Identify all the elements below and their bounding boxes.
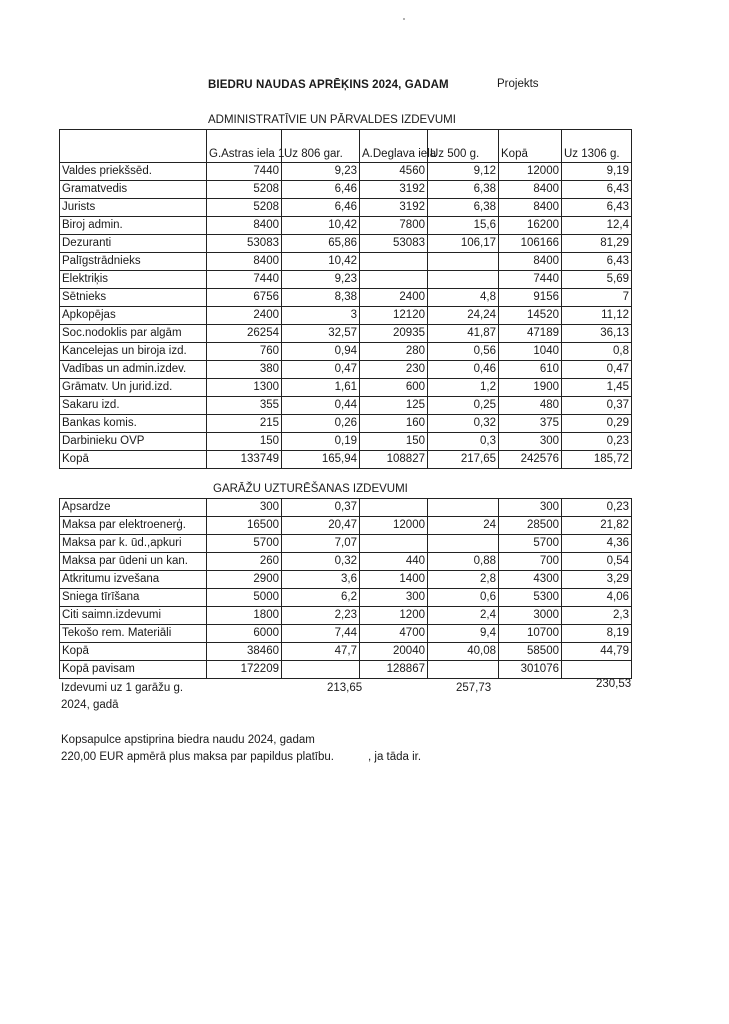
admin-cell: 4,8: [428, 289, 499, 307]
admin-cell: 0,26: [282, 415, 360, 433]
per-garage-value-1: 213,65: [327, 682, 363, 694]
garage-cell: 12000: [360, 517, 428, 535]
admin-row: [60, 307, 632, 325]
garage-section-title: GARĀŽU UZTURĒŠANAS IZDEVUMI: [213, 483, 408, 495]
admin-cell: 0,8: [562, 343, 632, 361]
admin-cell: 108827: [360, 451, 428, 469]
garage-row: [60, 535, 632, 553]
garage-cell: 3000: [499, 607, 562, 625]
column-header: [60, 130, 207, 163]
garage-cell: 4700: [360, 625, 428, 643]
admin-row: [60, 397, 632, 415]
admin-cell: 7440: [207, 163, 282, 181]
garage-cell: 1400: [360, 571, 428, 589]
admin-cell: 8,38: [282, 289, 360, 307]
admin-cell: 65,86: [282, 235, 360, 253]
garage-cell: 128867: [360, 661, 428, 679]
garage-row-label: Citi saimn.izdevumi: [60, 607, 207, 625]
garage-cell: 47,7: [282, 643, 360, 661]
column-header: G.Astras iela 1: [207, 130, 282, 163]
admin-cell: 2400: [207, 307, 282, 325]
admin-cell: 8400: [499, 253, 562, 271]
admin-cell: 0,47: [562, 361, 632, 379]
garage-cell: 7,44: [282, 625, 360, 643]
approval-line2: 220,00 EUR apmērā plus maksa par papildus platību.: [61, 751, 334, 763]
garage-cell: 3,6: [282, 571, 360, 589]
garage-cell: 20,47: [282, 517, 360, 535]
admin-row-label: Biroj admin.: [60, 217, 207, 235]
admin-header-row: [60, 130, 632, 163]
garage-cell: 5700: [207, 535, 282, 553]
page-title: BIEDRU NAUDAS APRĒĶINS 2024, GADAM: [208, 79, 449, 91]
admin-row-label: Sētnieks: [60, 289, 207, 307]
admin-cell: 5,69: [562, 271, 632, 289]
admin-cell: 81,29: [562, 235, 632, 253]
admin-cell: 0,56: [428, 343, 499, 361]
garage-cell: [428, 499, 499, 517]
admin-cell: 1900: [499, 379, 562, 397]
column-header: Kopā: [499, 130, 562, 163]
admin-cell: 12,4: [562, 217, 632, 235]
admin-cell: 9,23: [282, 163, 360, 181]
garage-cell: 4300: [499, 571, 562, 589]
garage-cell: 2,8: [428, 571, 499, 589]
admin-cell: 0,46: [428, 361, 499, 379]
admin-cell: 9,12: [428, 163, 499, 181]
admin-cell: 47189: [499, 325, 562, 343]
garage-row: [60, 571, 632, 589]
admin-cell: 480: [499, 397, 562, 415]
admin-cell: 6,38: [428, 181, 499, 199]
garage-cell: 440: [360, 553, 428, 571]
garage-cell: 9,4: [428, 625, 499, 643]
garage-row-label: Tekošo rem. Materiāli: [60, 625, 207, 643]
admin-cell: 7800: [360, 217, 428, 235]
admin-row: [60, 343, 632, 361]
admin-cell: 6,46: [282, 199, 360, 217]
garage-cell: 44,79: [562, 643, 632, 661]
admin-cell: 3: [282, 307, 360, 325]
garage-cell: [360, 499, 428, 517]
admin-cell: 0,23: [562, 433, 632, 451]
garage-cell: 5000: [207, 589, 282, 607]
admin-row: [60, 199, 632, 217]
admin-cell: 600: [360, 379, 428, 397]
garage-cell: 2,4: [428, 607, 499, 625]
admin-cell: 7440: [499, 271, 562, 289]
admin-row-label: Kancelejas un biroja izd.: [60, 343, 207, 361]
admin-cell: 20935: [360, 325, 428, 343]
admin-cell: 12000: [499, 163, 562, 181]
admin-row-label: Apkopējas: [60, 307, 207, 325]
per-garage-label-line1: Izdevumi uz 1 garāžu g.: [61, 682, 184, 694]
garage-row-label: Maksa par ūdeni un kan.: [60, 553, 207, 571]
garage-row-label: Kopā pavisam: [60, 661, 207, 679]
admin-row-label: Soc.nodoklis par algām: [60, 325, 207, 343]
garage-cell: 0,54: [562, 553, 632, 571]
approval-line1: Kopsapulce apstiprina biedra naudu 2024, gadam: [61, 734, 315, 746]
admin-cell: 150: [360, 433, 428, 451]
admin-cell: 6,43: [562, 181, 632, 199]
admin-cell: 185,72: [562, 451, 632, 469]
per-garage-value-3: 230,53: [596, 678, 632, 690]
garage-row: [60, 625, 632, 643]
admin-row: [60, 415, 632, 433]
garage-cell: 6,2: [282, 589, 360, 607]
admin-cell: 106,17: [428, 235, 499, 253]
garage-cell: 3,29: [562, 571, 632, 589]
admin-cell: 165,94: [282, 451, 360, 469]
admin-cell: 0,29: [562, 415, 632, 433]
admin-cell: 133749: [207, 451, 282, 469]
admin-row-label: Palīgstrādnieks: [60, 253, 207, 271]
garage-row: [60, 643, 632, 661]
garage-cell: 4,06: [562, 589, 632, 607]
admin-cell: 242576: [499, 451, 562, 469]
garage-cell: 700: [499, 553, 562, 571]
admin-cell: 0,32: [428, 415, 499, 433]
admin-cell: 217,65: [428, 451, 499, 469]
garage-cell: 20040: [360, 643, 428, 661]
admin-cell: 10,42: [282, 217, 360, 235]
admin-cell: [360, 271, 428, 289]
column-header: Uz 1306 g.: [562, 130, 632, 163]
admin-cell: 6,38: [428, 199, 499, 217]
admin-cell: 610: [499, 361, 562, 379]
admin-cell: 0,47: [282, 361, 360, 379]
admin-row: [60, 271, 632, 289]
admin-cell: 12120: [360, 307, 428, 325]
scan-speck: [403, 18, 405, 20]
per-garage-value-2: 257,73: [456, 682, 492, 694]
garage-cell: 301076: [499, 661, 562, 679]
admin-cell: 230: [360, 361, 428, 379]
garage-cell: 40,08: [428, 643, 499, 661]
garage-row: [60, 517, 632, 535]
admin-cell: 3192: [360, 181, 428, 199]
admin-row-label: Grāmatv. Un jurid.izd.: [60, 379, 207, 397]
garage-row-label: Apsardze: [60, 499, 207, 517]
admin-row: [60, 163, 632, 181]
admin-cell: 5208: [207, 199, 282, 217]
admin-cell: 300: [499, 433, 562, 451]
per-garage-label-line2: 2024, gadā: [61, 699, 119, 711]
admin-cell: 8400: [499, 199, 562, 217]
garage-cell: 0,23: [562, 499, 632, 517]
column-header: Uz 806 gar.: [282, 130, 360, 163]
column-header: A.Deglava iela: [360, 130, 428, 163]
admin-cell: 32,57: [282, 325, 360, 343]
admin-row-label: Sakaru izd.: [60, 397, 207, 415]
admin-row-label: Dezuranti: [60, 235, 207, 253]
admin-row-label: Elektriķis: [60, 271, 207, 289]
garage-row: [60, 589, 632, 607]
admin-cell: 1300: [207, 379, 282, 397]
admin-cell: 9,23: [282, 271, 360, 289]
admin-cell: 280: [360, 343, 428, 361]
admin-cell: 355: [207, 397, 282, 415]
admin-cell: 14520: [499, 307, 562, 325]
admin-row: [60, 181, 632, 199]
admin-expenses-table: [59, 129, 632, 469]
garage-cell: 24: [428, 517, 499, 535]
admin-cell: 380: [207, 361, 282, 379]
admin-cell: 9156: [499, 289, 562, 307]
admin-cell: 3192: [360, 199, 428, 217]
garage-cell: 300: [499, 499, 562, 517]
column-header: Uz 500 g.: [428, 130, 499, 163]
admin-cell: 8400: [499, 181, 562, 199]
admin-cell: 11,12: [562, 307, 632, 325]
admin-cell: 8400: [207, 217, 282, 235]
admin-cell: 41,87: [428, 325, 499, 343]
garage-cell: 7,07: [282, 535, 360, 553]
admin-cell: 36,13: [562, 325, 632, 343]
garage-cell: 1800: [207, 607, 282, 625]
garage-cell: 0,32: [282, 553, 360, 571]
admin-cell: 9,19: [562, 163, 632, 181]
admin-cell: 0,44: [282, 397, 360, 415]
admin-cell: 15,6: [428, 217, 499, 235]
admin-cell: 1,45: [562, 379, 632, 397]
admin-row-label: Bankas komis.: [60, 415, 207, 433]
admin-cell: [428, 271, 499, 289]
admin-row: [60, 379, 632, 397]
admin-cell: 106166: [499, 235, 562, 253]
garage-row: [60, 553, 632, 571]
admin-cell: 10,42: [282, 253, 360, 271]
admin-cell: 1,61: [282, 379, 360, 397]
garage-row-label: Atkritumu izvešana: [60, 571, 207, 589]
garage-cell: 58500: [499, 643, 562, 661]
admin-row: [60, 325, 632, 343]
garage-cell: 2,23: [282, 607, 360, 625]
garage-row-label: Kopā: [60, 643, 207, 661]
admin-cell: 53083: [207, 235, 282, 253]
admin-section-title: ADMINISTRATĪVIE UN PĀRVALDES IZDEVUMI: [208, 114, 456, 126]
admin-row: [60, 253, 632, 271]
garage-row-label: Maksa par k. ūd.,apkuri: [60, 535, 207, 553]
admin-row: [60, 289, 632, 307]
admin-cell: 7440: [207, 271, 282, 289]
admin-cell: 6,43: [562, 253, 632, 271]
admin-cell: 8400: [207, 253, 282, 271]
admin-cell: 5208: [207, 181, 282, 199]
admin-row: [60, 217, 632, 235]
garage-cell: 260: [207, 553, 282, 571]
garage-cell: 1200: [360, 607, 428, 625]
garage-cell: 21,82: [562, 517, 632, 535]
admin-cell: 6,43: [562, 199, 632, 217]
garage-cell: 6000: [207, 625, 282, 643]
admin-cell: 1,2: [428, 379, 499, 397]
admin-row: [60, 235, 632, 253]
garage-cell: 5700: [499, 535, 562, 553]
admin-cell: 760: [207, 343, 282, 361]
admin-cell: 6,46: [282, 181, 360, 199]
admin-row-label: Vadības un admin.izdev.: [60, 361, 207, 379]
admin-cell: 0,37: [562, 397, 632, 415]
garage-expenses-table: [59, 498, 632, 679]
admin-cell: 53083: [360, 235, 428, 253]
garage-cell: 10700: [499, 625, 562, 643]
admin-row: [60, 451, 632, 469]
admin-cell: 24,24: [428, 307, 499, 325]
garage-cell: 2900: [207, 571, 282, 589]
garage-row: [60, 607, 632, 625]
garage-cell: 16500: [207, 517, 282, 535]
admin-row: [60, 433, 632, 451]
garage-cell: [282, 661, 360, 679]
garage-cell: 2,3: [562, 607, 632, 625]
admin-cell: 125: [360, 397, 428, 415]
garage-cell: 4,36: [562, 535, 632, 553]
garage-cell: 28500: [499, 517, 562, 535]
admin-cell: 2400: [360, 289, 428, 307]
admin-cell: [428, 253, 499, 271]
admin-cell: 160: [360, 415, 428, 433]
garage-row: [60, 661, 632, 679]
admin-cell: 1040: [499, 343, 562, 361]
garage-row: [60, 499, 632, 517]
garage-cell: 300: [207, 499, 282, 517]
admin-row-label: Jurists: [60, 199, 207, 217]
admin-cell: 0,19: [282, 433, 360, 451]
admin-cell: 6756: [207, 289, 282, 307]
garage-row-label: Sniega tīrīšana: [60, 589, 207, 607]
garage-cell: [428, 535, 499, 553]
status-label: Projekts: [497, 78, 539, 90]
admin-cell: 375: [499, 415, 562, 433]
admin-cell: 150: [207, 433, 282, 451]
garage-cell: 0,88: [428, 553, 499, 571]
admin-cell: [360, 253, 428, 271]
admin-row: [60, 361, 632, 379]
garage-cell: 5300: [499, 589, 562, 607]
admin-row-label: Kopā: [60, 451, 207, 469]
garage-cell: 8,19: [562, 625, 632, 643]
garage-cell: 38460: [207, 643, 282, 661]
admin-cell: 0,94: [282, 343, 360, 361]
admin-row-label: Valdes priekšsēd.: [60, 163, 207, 181]
admin-cell: 0,3: [428, 433, 499, 451]
garage-cell: 0,6: [428, 589, 499, 607]
admin-row-label: Darbinieku OVP: [60, 433, 207, 451]
admin-cell: 215: [207, 415, 282, 433]
admin-row-label: Gramatvedis: [60, 181, 207, 199]
garage-cell: 172209: [207, 661, 282, 679]
garage-cell: 0,37: [282, 499, 360, 517]
admin-cell: 16200: [499, 217, 562, 235]
garage-cell: 300: [360, 589, 428, 607]
garage-cell: [428, 661, 499, 679]
admin-cell: 4560: [360, 163, 428, 181]
garage-row-label: Maksa par elektroenerģ.: [60, 517, 207, 535]
approval-line2-suffix: , ja tāda ir.: [368, 751, 422, 763]
garage-cell: [360, 535, 428, 553]
admin-cell: 7: [562, 289, 632, 307]
admin-cell: 0,25: [428, 397, 499, 415]
admin-cell: 26254: [207, 325, 282, 343]
